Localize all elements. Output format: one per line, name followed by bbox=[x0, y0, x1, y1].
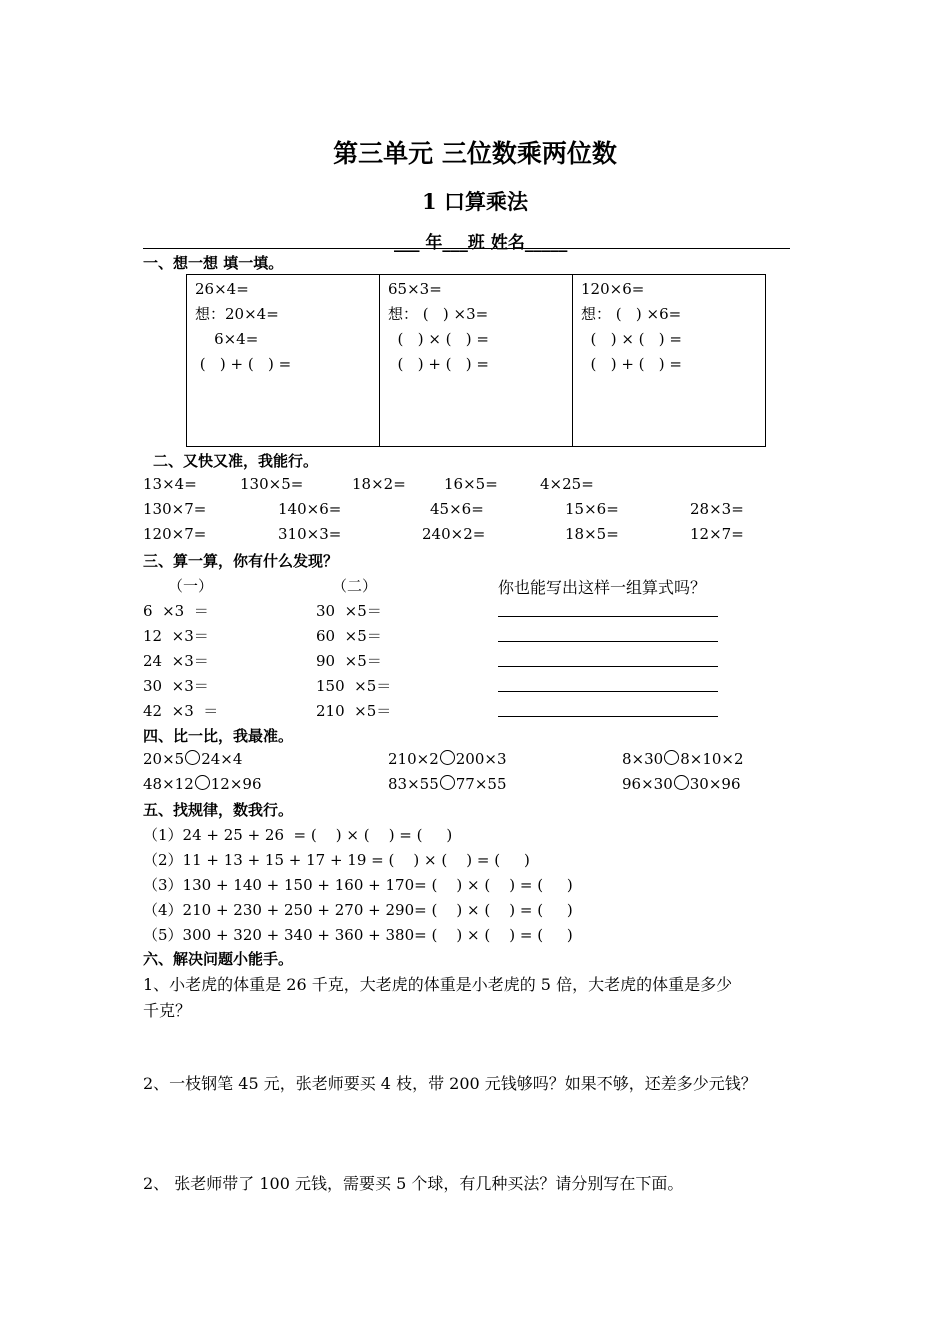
calc-item: 130×7= bbox=[143, 500, 207, 518]
compare-right: 12×96 bbox=[210, 775, 262, 793]
header-rule bbox=[143, 248, 790, 249]
group2-item: 30 ×5＝ bbox=[316, 602, 382, 620]
word-problem-1-cont: 千克？ bbox=[143, 1001, 192, 1020]
calc-item: 130×5= bbox=[240, 475, 304, 493]
calc-item: 12×7= bbox=[690, 525, 744, 543]
compare-left: 8×30 bbox=[622, 750, 664, 768]
cell-line: 65×3= bbox=[388, 280, 442, 298]
calc-item: 18×2= bbox=[352, 475, 406, 493]
compare-item bbox=[388, 775, 507, 793]
cell-line: ( ) + ( ) = bbox=[195, 355, 292, 373]
group1-item: 42 ×3 ＝ bbox=[143, 702, 219, 720]
class-name-line: ___ 年___班 姓名_____ bbox=[394, 233, 568, 253]
calc-item: 4×25= bbox=[540, 475, 594, 493]
calc-item: 15×6= bbox=[565, 500, 619, 518]
think-cell-2 bbox=[380, 275, 573, 446]
calc-item: 120×7= bbox=[143, 525, 207, 543]
pattern-line: （3）130 + 140 + 150 + 160 + 170= ( ) × ( ) = ( ) bbox=[143, 876, 573, 894]
word-problem-3: 2、 张老师带了 100 元钱，需要买 5 个球，有几种买法？请分别写在下面。 bbox=[143, 1174, 684, 1193]
cell-line: 想： ( ) ×6= bbox=[581, 305, 682, 323]
pattern-line: （5）300 + 320 + 340 + 360 + 380= ( ) × ( ) = ( ) bbox=[143, 926, 573, 944]
compare-left: 48×12 bbox=[143, 775, 194, 793]
calc-item: 240×2= bbox=[422, 525, 486, 543]
compare-right: 8×10×2 bbox=[680, 750, 744, 768]
compare-item bbox=[143, 750, 242, 768]
cell-line: 6×4= bbox=[195, 330, 259, 348]
calc-item: 18×5= bbox=[565, 525, 619, 543]
section4-heading: 四、比一比，我最准。 bbox=[143, 727, 294, 745]
think-cell-3 bbox=[573, 275, 765, 446]
group2-item: 150 ×5＝ bbox=[316, 677, 392, 695]
word-problem-2: 2、一枝钢笔 45 元，张老师要买 4 枝，带 200 元钱够吗？如果不够，还差多少元钱？ bbox=[143, 1074, 757, 1093]
compare-left: 96×30 bbox=[622, 775, 673, 793]
answer-line[interactable] bbox=[498, 691, 718, 692]
cell-line: 26×4= bbox=[195, 280, 249, 298]
section6-heading: 六、解决问题小能手。 bbox=[143, 950, 294, 968]
cell-line: ( ) × ( ) = bbox=[581, 330, 682, 348]
group1-item: 30 ×3＝ bbox=[143, 677, 209, 695]
compare-left: 210×2 bbox=[388, 750, 439, 768]
section2-heading: 二、又快又准，我能行。 bbox=[153, 452, 319, 470]
answer-line[interactable] bbox=[498, 666, 718, 667]
think-cell-1 bbox=[187, 275, 380, 446]
answer-line[interactable] bbox=[498, 616, 718, 617]
think-fill-table bbox=[186, 274, 766, 447]
pattern-line: （2）11 + 13 + 15 + 17 + 19 = ( ) × ( ) = ( ) bbox=[143, 851, 530, 869]
group2-label: （二） bbox=[332, 577, 378, 595]
section5-heading: 五、找规律，数我行。 bbox=[143, 801, 294, 819]
calc-item: 310×3= bbox=[278, 525, 342, 543]
compare-item bbox=[143, 775, 262, 793]
compare-left: 83×55 bbox=[388, 775, 439, 793]
compare-right: 24×4 bbox=[201, 750, 243, 768]
cell-line: 想： ( ) ×3= bbox=[388, 305, 489, 323]
compare-left: 20×5 bbox=[143, 750, 185, 768]
group2-item: 60 ×5＝ bbox=[316, 627, 382, 645]
compare-item bbox=[622, 775, 741, 793]
group1-item: 6 ×3 ＝ bbox=[143, 602, 209, 620]
compare-right: 30×96 bbox=[689, 775, 741, 793]
cell-line: 120×6= bbox=[581, 280, 645, 298]
group2-item: 90 ×5＝ bbox=[316, 652, 382, 670]
compare-circle[interactable] bbox=[440, 775, 455, 790]
compare-right: 200×3 bbox=[455, 750, 507, 768]
section3-heading: 三、算一算，你有什么发现？ bbox=[143, 552, 339, 570]
compare-circle[interactable] bbox=[674, 775, 689, 790]
calc-item: 140×6= bbox=[278, 500, 342, 518]
calc-item: 28×3= bbox=[690, 500, 744, 518]
calc-item: 45×6= bbox=[430, 500, 484, 518]
cell-line: ( ) × ( ) = bbox=[388, 330, 489, 348]
compare-circle[interactable] bbox=[185, 750, 200, 765]
cell-line: ( ) + ( ) = bbox=[388, 355, 489, 373]
answer-line[interactable] bbox=[498, 716, 718, 717]
group1-item: 24 ×3＝ bbox=[143, 652, 209, 670]
group2-item: 210 ×5＝ bbox=[316, 702, 392, 720]
write-prompt: 你也能写出这样一组算式吗？ bbox=[498, 578, 707, 597]
group1-item: 12 ×3＝ bbox=[143, 627, 209, 645]
cell-line: ( ) + ( ) = bbox=[581, 355, 682, 373]
lesson-subtitle: 1 口算乘法 bbox=[422, 189, 528, 214]
word-problem-1: 1、小老虎的体重是 26 千克，大老虎的体重是小老虎的 5 倍，大老虎的体重是多少 bbox=[143, 975, 733, 994]
compare-item bbox=[622, 750, 744, 768]
cell-line: 想：20×4= bbox=[195, 305, 279, 323]
calc-item: 13×4= bbox=[143, 475, 197, 493]
compare-circle[interactable] bbox=[664, 750, 679, 765]
compare-circle[interactable] bbox=[440, 750, 455, 765]
compare-right: 77×55 bbox=[455, 775, 507, 793]
compare-item bbox=[388, 750, 507, 768]
pattern-line: （1）24 + 25 + 26 = ( ) × ( ) = ( ) bbox=[143, 826, 453, 844]
page-title: 第三单元 三位数乘两位数 bbox=[333, 139, 617, 168]
compare-circle[interactable] bbox=[195, 775, 210, 790]
group1-label: （一） bbox=[168, 577, 214, 595]
section1-heading: 一、想一想 填一填。 bbox=[143, 254, 284, 272]
pattern-line: （4）210 + 230 + 250 + 270 + 290= ( ) × ( ) = ( ) bbox=[143, 901, 573, 919]
answer-line[interactable] bbox=[498, 641, 718, 642]
calc-item: 16×5= bbox=[444, 475, 498, 493]
